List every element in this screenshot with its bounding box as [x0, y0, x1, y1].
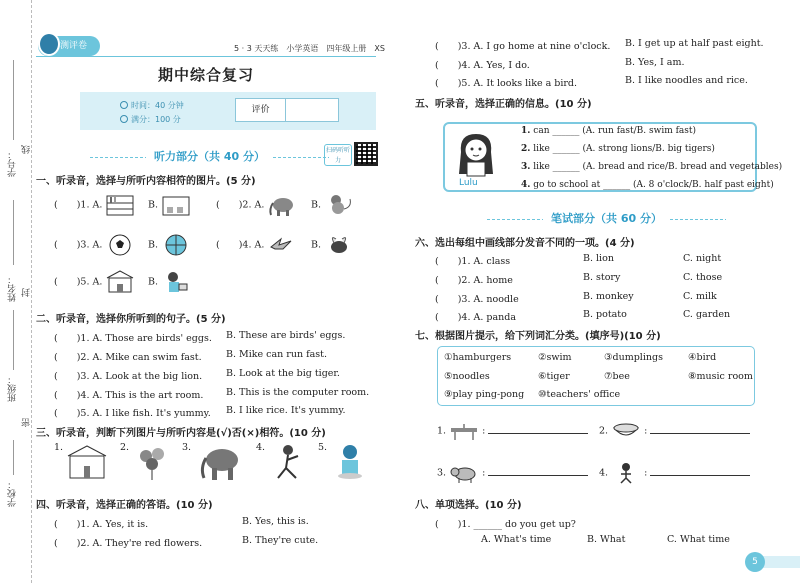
q1-item-2-b: B. [311, 193, 354, 217]
bookshelf-icon[interactable] [105, 193, 135, 217]
q1-item-3-b: B. [148, 233, 191, 257]
q4-item-3: ( )3. A. I go home at nine o'clock. [435, 41, 611, 52]
soccer-ball-icon[interactable] [105, 233, 135, 257]
q2-item-2: ( )2. A. Mike can swim fast. [54, 352, 202, 363]
q3-pic-1: 1. [54, 442, 108, 482]
right-page [415, 0, 800, 583]
student-id-line[interactable] [13, 60, 14, 140]
q6-item-4: ( )4. A. panda [435, 312, 517, 323]
building-icon[interactable] [66, 442, 108, 482]
bird-icon[interactable] [267, 233, 297, 257]
q3-pic-2: 2. [120, 442, 174, 482]
boy-eating-icon[interactable] [330, 442, 372, 482]
name-line[interactable] [13, 200, 14, 265]
ping-pong-table-icon [449, 420, 479, 442]
q6-item-2-c: C. those [683, 272, 723, 283]
answer-blank-1[interactable] [488, 433, 588, 434]
q2-item-1-b: B. These are birds' eggs. [226, 330, 346, 341]
class-line[interactable] [13, 310, 14, 370]
q5-item-4: 4. go to school at ______ (A. 8 o'clock/B. half past eight) [521, 180, 774, 190]
q5-heading: 五、听录音，选择正确的信息。(10 分) [415, 99, 592, 110]
binding-margin [0, 0, 32, 583]
q1-item-5-b: B. [148, 270, 191, 294]
q7-blank-4: 4. : [599, 462, 750, 484]
q2-item-4-b: B. This is the computer room. [226, 387, 370, 398]
page-number: 5 [745, 552, 765, 572]
left-page [36, 0, 406, 583]
monkey-icon[interactable] [324, 193, 354, 217]
seal-line-text: 线 [22, 145, 32, 154]
word-5: ⑤noodles [444, 371, 490, 382]
student-id-label: 学号： [8, 150, 18, 177]
rice-bowl-icon [611, 420, 641, 442]
q6-item-3: ( )3. A. noodle [435, 294, 519, 305]
series-header: 5 · 3 天天练 小学英语 四年级上册 XS [234, 44, 385, 53]
q4-item-5-b: B. I like noodles and rice. [625, 75, 748, 86]
word-10: ⑩teachers' office [538, 389, 621, 400]
elephant-icon[interactable] [267, 193, 297, 217]
q8-option-c: C. What time [667, 534, 730, 545]
listening-section-title: 听力部分（共 40 分） [82, 148, 337, 164]
lulu-name: Lulu [459, 178, 478, 188]
q8-option-a: A. What's time [481, 534, 552, 545]
word-4: ④bird [688, 352, 717, 363]
q7-blank-3: 3. : [437, 462, 588, 484]
school-label: 学校： [8, 480, 18, 507]
score-info: 满分：100 分 [120, 114, 181, 125]
word-9: ⑨play ping-pong [444, 389, 525, 400]
q6-item-3-b: B. monkey [583, 291, 634, 302]
q6-item-2: ( )2. A. home [435, 275, 513, 286]
q1-item-2: ( )2. A. [216, 193, 297, 217]
q1-item-4: ( )4. A. [216, 233, 297, 257]
q3-pic-5: 5. [318, 442, 372, 482]
q1-item-3: ( )3. A. [54, 233, 135, 257]
writing-section-title: 笔试部分（共 60 分） [479, 210, 734, 226]
q1-item-5: ( )5. A. [54, 270, 135, 294]
class-label: 班级： [8, 375, 18, 402]
q4-item-4-b: B. Yes, I am. [625, 57, 685, 68]
word-bank [437, 346, 755, 406]
q6-item-1-b: B. lion [583, 253, 614, 264]
q8-heading: 八、单项选择。(10 分) [415, 500, 522, 511]
lulu-info-box [443, 122, 783, 192]
tiger-icon [449, 462, 479, 484]
q2-item-3: ( )3. A. Look at the big lion. [54, 371, 203, 382]
q7-heading: 七、根据图片提示，给下列词汇分类。(填序号)(10 分) [415, 331, 661, 342]
q4-item-1-b: B. Yes, this is. [242, 516, 309, 527]
q4-item-2: ( )2. A. They're red flowers. [54, 538, 203, 549]
classroom-icon[interactable] [161, 193, 191, 217]
q1-item-4-b: B. [311, 233, 354, 257]
word-6: ⑥tiger [538, 371, 570, 382]
answer-blank-4[interactable] [650, 475, 750, 476]
q2-item-3-b: B. Look at the big tiger. [226, 368, 340, 379]
q3-heading: 三、听录音，判断下列图片与所听内容是(√)否(×)相符。(10 分) [36, 428, 326, 439]
test-badge [38, 36, 100, 56]
q7-blank-1: 1. : [437, 420, 588, 442]
q6-item-1: ( )1. A. class [435, 256, 511, 267]
q6-item-3-c: C. milk [683, 291, 717, 302]
q3-pic-3: 3. [182, 442, 244, 482]
q2-item-4: ( )4. A. This is the art room. [54, 390, 204, 401]
word-2: ②swim [538, 352, 572, 363]
word-8: ⑧music room [688, 371, 753, 382]
evaluation-box[interactable] [235, 98, 339, 122]
q5-item-3: 3. like ______ (A. bread and rice/B. bread and vegetables) [521, 162, 783, 172]
info-box [80, 92, 376, 130]
q1-item-1: ( )1. A. [54, 193, 135, 217]
q2-item-1: ( )1. A. Those are birds' eggs. [54, 333, 212, 344]
q8-option-b: B. What [587, 534, 626, 545]
mascot-icon [38, 32, 60, 56]
q6-item-4-c: C. garden [683, 309, 731, 320]
q4-item-4: ( )4. A. Yes, I do. [435, 60, 530, 71]
q2-heading: 二、听录音，选择你所听到的句子。(5 分) [36, 314, 226, 325]
q4-item-1: ( )1. A. Yes, it is. [54, 519, 149, 530]
q4-heading: 四、听录音，选择正确的答语。(10 分) [36, 500, 213, 511]
q6-item-2-b: B. story [583, 272, 621, 283]
q8-item-1: ( )1. ______ do you get up? [435, 519, 576, 530]
q4-item-3-b: B. I get up at half past eight. [625, 38, 764, 49]
name-label: 姓名： [8, 275, 18, 302]
school-line[interactable] [13, 440, 14, 475]
q6-item-1-c: C. night [683, 253, 722, 264]
q6-heading: 六、选出每组中画线部分发音不同的一项。(4 分) [415, 238, 635, 249]
header-divider [36, 56, 376, 57]
clock-icon [120, 101, 128, 109]
word-3: ③dumplings [604, 352, 663, 363]
time-info: 时间：40 分钟 [120, 100, 184, 111]
seal-seal-text: 封 [22, 288, 32, 297]
basketball-icon[interactable] [161, 233, 191, 257]
answer-blank-3[interactable] [488, 475, 588, 476]
q3-pic-4: 4. [256, 442, 310, 482]
word-7: ⑦bee [604, 371, 630, 382]
check-icon [120, 115, 128, 123]
elephant-large-icon[interactable] [194, 442, 244, 482]
page-title: 期中综合复习 [158, 66, 255, 84]
word-1: ①hamburgers [444, 352, 512, 363]
girl-reading-icon[interactable] [161, 270, 191, 294]
q4-item-2-b: B. They're cute. [242, 535, 319, 546]
evaluation-label: 评价 [236, 99, 286, 121]
q2-item-5: ( )5. A. I like fish. It's yummy. [54, 408, 211, 419]
bee-icon[interactable] [324, 233, 354, 257]
girl-portrait-icon [455, 130, 497, 178]
seal-dense-text: 密 [22, 418, 32, 427]
qr-code-icon[interactable] [354, 142, 378, 166]
q1-heading: 一、听录音，选择与所听内容相符的图片。(5 分) [36, 176, 256, 187]
q5-item-2: 2. like ______ (A. strong lions/B. big tigers) [521, 144, 715, 154]
q5-item-1: 1. can ______ (A. run fast/B. swim fast) [521, 126, 697, 136]
badge-label: 测评卷 [60, 41, 88, 51]
gym-building-icon[interactable] [105, 270, 135, 294]
q2-item-2-b: B. Mike can run fast. [226, 349, 327, 360]
q1-item-1-b: B. [148, 193, 191, 217]
flowers-icon[interactable] [132, 442, 174, 482]
q7-blank-2: 2. : [599, 420, 750, 442]
q4-item-5: ( )5. A. It looks like a bird. [435, 78, 578, 89]
qr-tag: 扫码听听力 [324, 144, 352, 166]
boy-swimming-icon [611, 462, 641, 484]
answer-blank-2[interactable] [650, 433, 750, 434]
q6-item-4-b: B. potato [583, 309, 627, 320]
q2-item-5-b: B. I like rice. It's yummy. [226, 405, 346, 416]
page-number-band [760, 556, 800, 568]
boy-running-icon[interactable] [268, 442, 310, 482]
